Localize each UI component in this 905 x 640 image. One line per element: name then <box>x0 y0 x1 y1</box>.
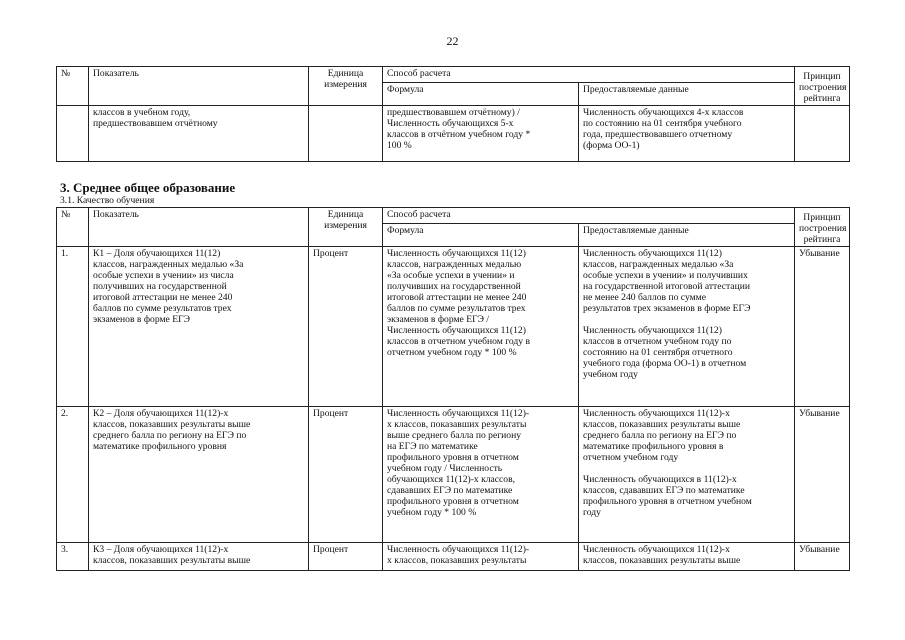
table-row <box>57 247 850 407</box>
header-formula: Формула <box>383 83 579 106</box>
row-unit <box>309 106 383 162</box>
header-data: Предоставляемые данные <box>579 224 795 247</box>
row-data-numerator: Численность обучающихся 11(12) классов, награжденных медалью «За особые успехи в учении» и получивших на государственной итоговой аттестации не менее 240 баллов по сумме результатов трех экзаменов в форме ЕГЭ <box>583 248 751 314</box>
section-title: 3. Среднее общее образование <box>60 180 236 195</box>
row-unit: Процент <box>309 407 383 543</box>
row-data-numerator: Численность обучающихся 11(12)-х классов, показавших результаты выше среднего балла по региону на ЕГЭ по математике профильного уровня в отчетном учебном году <box>583 408 741 463</box>
row-unit: Процент <box>309 543 383 571</box>
row-formula: Численность обучающихся 11(12) классов, награжденных медалью «За особые успехи в учении» и получивших на государственной итоговой аттестации не менее 240 баллов по сумме результатов трех экзаменов в форме ЕГЭ / Численность обучающихся 11(12) классов в отчетном учебном году в отчетном учебном году * 100 % <box>383 247 579 407</box>
header-method: Способ расчета <box>383 67 795 83</box>
row-principle: Убывание <box>795 543 850 571</box>
header-principle: Принцип построения рейтинга <box>795 67 850 106</box>
row-principle: Убывание <box>795 247 850 407</box>
row-num <box>57 106 89 162</box>
table-row <box>57 106 850 162</box>
indicators-table-continued <box>56 66 850 162</box>
row-num: 3. <box>57 543 89 571</box>
header-data: Предоставляемые данные <box>579 83 795 106</box>
row-unit: Процент <box>309 247 383 407</box>
row-indicator: К1 – Доля обучающихся 11(12) классов, награжденных медалью «За особые успехи в учении» из числа получивших на государственной итоговой аттестации не менее 240 баллов по сумме результатов трех экзаменов в форме ЕГЭ <box>89 247 309 407</box>
quality-indicators-table <box>56 207 850 571</box>
row-principle: Убывание <box>795 407 850 543</box>
row-data: Численность обучающихся 4-х классов по состоянию на 01 сентября учебного года, предшествовавшего отчетному (форма ОО-1) <box>579 106 795 162</box>
header-num: № <box>57 67 89 106</box>
row-data <box>579 407 795 543</box>
row-num: 2. <box>57 407 89 543</box>
subsection-title: 3.1. Качество обучения <box>60 195 155 206</box>
header-method: Способ расчета <box>383 208 795 224</box>
row-data-denominator: Численность обучающихся 11(12) классов в отчетном учебном году по состоянию на 01 сентября отчетного учебного года (форма ОО-1) в отчетном учебном году <box>583 325 747 380</box>
row-indicator: К2 – Доля обучающихся 11(12)-х классов, показавших результаты выше среднего балла по региону на ЕГЭ по математике профильного уровня <box>89 407 309 543</box>
row-principle <box>795 106 850 162</box>
header-unit: Единица измерения <box>309 67 383 106</box>
row-formula: Численность обучающихся 11(12)- х классов, показавших результаты <box>383 543 579 571</box>
header-formula: Формула <box>383 224 579 247</box>
table-row <box>57 407 850 543</box>
table-row <box>57 543 850 571</box>
header-principle: Принцип построения рейтинга <box>795 208 850 247</box>
header-indicator: Показатель <box>89 208 309 247</box>
row-data <box>579 247 795 407</box>
page-number: 22 <box>446 34 459 48</box>
row-indicator: классов в учебном году, предшествовавшем отчётному <box>89 106 309 162</box>
row-data-denominator: Численность обучающихся в 11(12)-х классов, сдававших ЕГЭ по математике профильного уровня в отчетном учебном году <box>583 474 752 518</box>
row-formula: Численность обучающихся 11(12)- х классов, показавших результаты выше среднего балла по региону на ЕГЭ по математике профильного уровня в отчетном учебном году / Численность обучающихся 11(12)-х классов, сдававших ЕГЭ по математике профильного уровня в отчетном учебном году * 100 % <box>383 407 579 543</box>
row-num: 1. <box>57 247 89 407</box>
row-indicator: К3 – Доля обучающихся 11(12)-х классов, показавших результаты выше <box>89 543 309 571</box>
row-formula: предшествовавшем отчётному) / Численность обучающихся 5-х классов в отчётном учебном году * 100 % <box>383 106 579 162</box>
header-unit: Единица измерения <box>309 208 383 247</box>
header-num: № <box>57 208 89 247</box>
header-indicator: Показатель <box>89 67 309 106</box>
row-data: Численность обучающихся 11(12)-х классов, показавших результаты выше <box>579 543 795 571</box>
